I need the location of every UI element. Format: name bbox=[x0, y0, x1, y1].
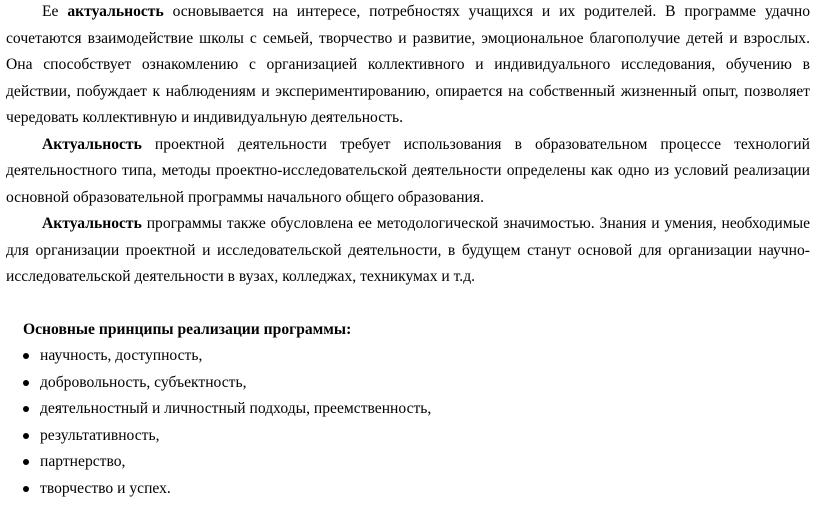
bullet-icon bbox=[23, 353, 29, 359]
list-item-text: научность, доступность, bbox=[40, 347, 203, 364]
list-item-text: творчество и успех. bbox=[40, 479, 171, 497]
list-item-text: партнерство, bbox=[40, 453, 126, 470]
bullet-icon bbox=[23, 486, 29, 492]
list-item bbox=[23, 370, 810, 397]
list-item-text: деятельностный и личностный подходы, преемственность, bbox=[40, 400, 432, 417]
paragraph-1-bold: актуальность bbox=[67, 3, 164, 20]
paragraph-1-text: основывается на интересе, потребностях учащихся и их родителей. В программе удачно сочетаются взаимодействие школы с семьей, творчество и развитие, эмоциональное благополучие детей и взрослых. Она способствует ознакомлению с организацией коллективного и индивидуального исследования, обучению в действии, побуждает к наблюдениям и экспериментированию, опирается на собственный жизненный опыт, позволяет чередовать коллективную и индивидуальную деятельность. bbox=[6, 3, 810, 126]
paragraph-3-text: программы также обусловлена ее методологической значимостью. Знания и умения, необходимые для организации проектной и исследовательской деятельности, в будущем станут основой для организации научно-исследовательской деятельности в вузах, колледжах, техникумах и т.д. bbox=[6, 215, 810, 285]
paragraph-3 bbox=[6, 211, 810, 291]
paragraph-2-text: проектной деятельности требует использования в образовательном процессе технологий деятельностного типа, методы проектно-исследовательской деятельности определены как одно из условий реализации основной образовательной программы начального общего образования. bbox=[6, 135, 810, 206]
paragraph-1 bbox=[6, 0, 810, 132]
paragraph-3-bold: Актуальность bbox=[42, 215, 142, 232]
list-item bbox=[23, 396, 810, 423]
bullet-icon bbox=[23, 406, 29, 412]
list-item bbox=[23, 476, 810, 503]
bullet-icon bbox=[23, 459, 29, 465]
paragraph-1-lead: Ее bbox=[42, 3, 68, 20]
list-item bbox=[23, 343, 810, 370]
paragraph-2-bold: Актуальность bbox=[42, 135, 142, 153]
list-item-text: добровольность, субъектность, bbox=[40, 373, 247, 391]
bullet-icon bbox=[23, 433, 29, 439]
list-item bbox=[23, 449, 810, 476]
list-item bbox=[23, 423, 810, 450]
principles-list bbox=[6, 343, 810, 502]
spacer bbox=[6, 291, 810, 317]
list-item-text: результативность, bbox=[40, 426, 160, 444]
paragraph-2 bbox=[6, 132, 810, 212]
bullet-icon bbox=[23, 380, 29, 386]
principles-heading: Основные принципы реализации программы: bbox=[23, 320, 352, 338]
